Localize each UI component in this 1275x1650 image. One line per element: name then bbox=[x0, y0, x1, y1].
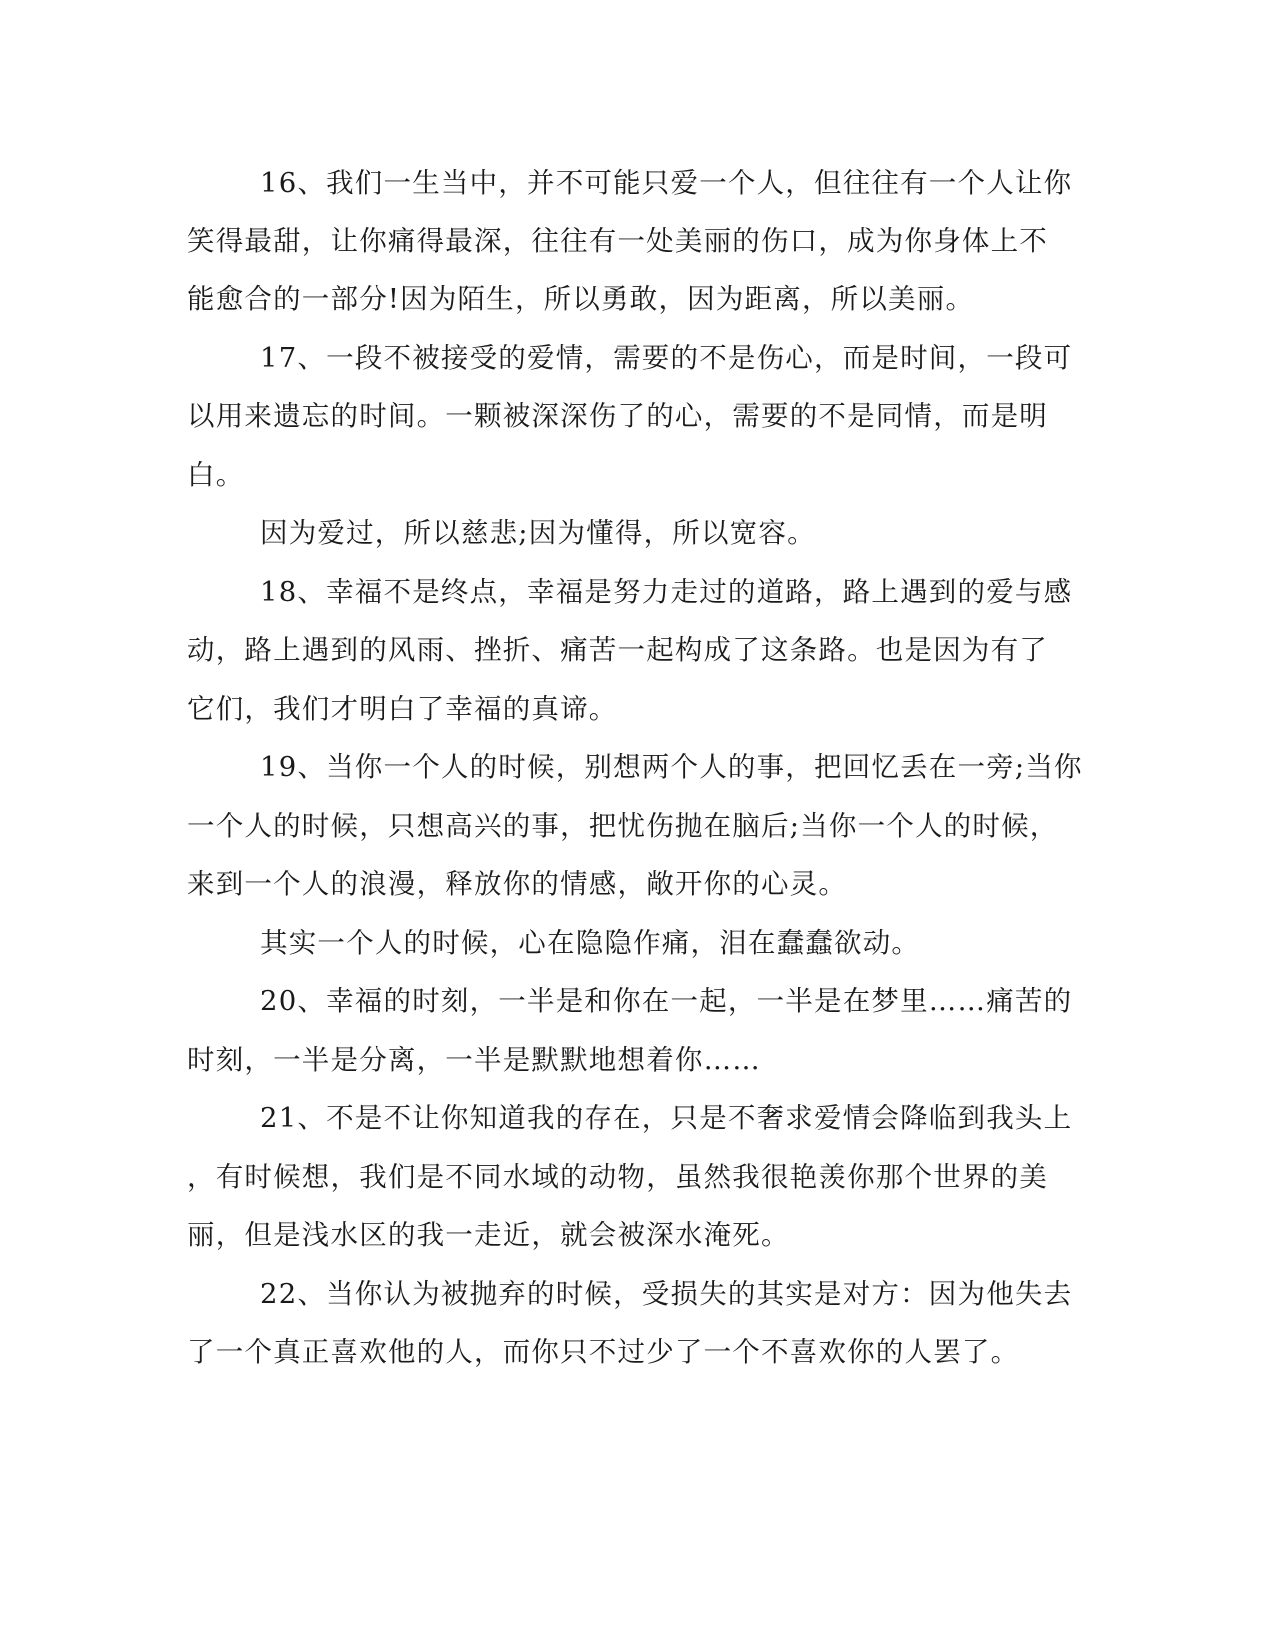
text-line: 19、当你一个人的时候，别想两个人的事，把回忆丢在一旁;当你 bbox=[260, 751, 1083, 783]
text-line: 一个人的时候，只想高兴的事，把忧伤抛在脑后;当你一个人的时候， bbox=[187, 810, 1059, 842]
text-line: 丽，但是浅水区的我一走近，就会被深水淹死。 bbox=[187, 1219, 790, 1251]
text-line: 21、不是不让你知道我的存在，只是不奢求爱情会降临到我头上 bbox=[260, 1102, 1073, 1134]
text-line: 能愈合的一部分!因为陌生，所以勇敢，因为距离，所以美丽。 bbox=[187, 283, 975, 315]
text-line: 以用来遗忘的时间。一颗被深深伤了的心，需要的不是同情，而是明 bbox=[187, 400, 1048, 432]
text-line: 16、我们一生当中，并不可能只爱一个人，但往往有一个人让你 bbox=[260, 167, 1073, 199]
text-line: 因为爱过，所以慈悲;因为懂得，所以宽容。 bbox=[260, 517, 816, 549]
text-line: 时刻，一半是分离，一半是默默地想着你…… bbox=[187, 1044, 761, 1076]
text-line: 白。 bbox=[187, 459, 245, 491]
text-line: 了一个真正喜欢他的人，而你只不过少了一个不喜欢你的人罢了。 bbox=[187, 1336, 1020, 1368]
text-line: 来到一个人的浪漫，释放你的情感，敞开你的心灵。 bbox=[187, 868, 848, 900]
text-line: 18、幸福不是终点，幸福是努力走过的道路，路上遇到的爱与感 bbox=[260, 576, 1073, 608]
text-line: 动，路上遇到的风雨、挫折、痛苦一起构成了这条路。也是因为有了 bbox=[187, 634, 1048, 666]
text-line: 17、一段不被接受的爱情，需要的不是伤心，而是时间，一段可 bbox=[260, 342, 1073, 374]
text-line: 其实一个人的时候，心在隐隐作痛，泪在蠢蠢欲动。 bbox=[260, 927, 921, 959]
text-line: ，有时候想，我们是不同水域的动物，虽然我很艳羡你那个世界的美 bbox=[187, 1161, 1048, 1193]
text-line: 笑得最甜，让你痛得最深，往往有一处美丽的伤口，成为你身体上不 bbox=[187, 225, 1048, 257]
text-line: 20、幸福的时刻，一半是和你在一起，一半是在梦里……痛苦的 bbox=[260, 985, 1073, 1017]
text-line: 它们，我们才明白了幸福的真谛。 bbox=[187, 693, 618, 725]
text-line: 22、当你认为被抛弃的时候，受损失的其实是对方：因为他失去 bbox=[260, 1278, 1073, 1310]
